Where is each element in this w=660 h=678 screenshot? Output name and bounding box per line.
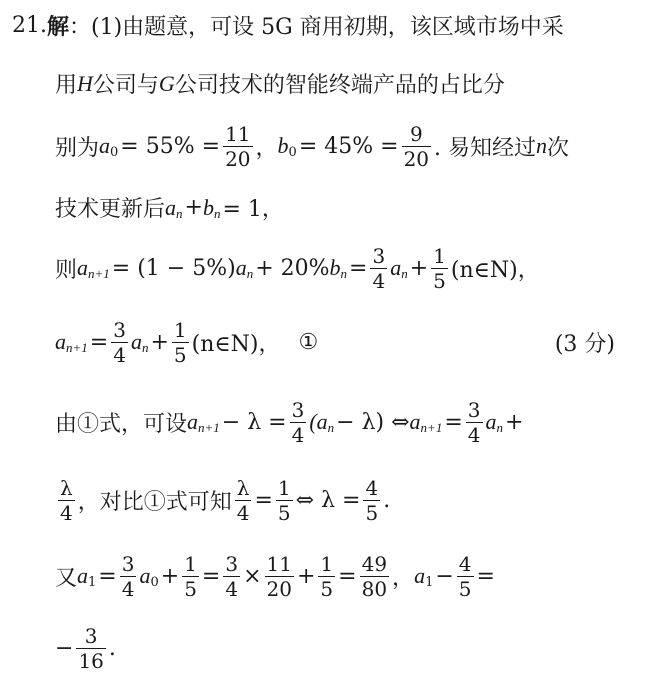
fraction-denominator: 4 bbox=[372, 268, 386, 293]
math-text: + bbox=[409, 255, 429, 281]
math-text: + 20% bbox=[255, 255, 330, 281]
fraction-numerator: 3 bbox=[121, 551, 135, 576]
equation-marker: ① bbox=[298, 329, 319, 355]
fraction bbox=[457, 552, 474, 601]
fraction-numerator: 3 bbox=[372, 243, 386, 268]
fraction-denominator: 20 bbox=[225, 146, 251, 171]
fraction-numerator: 3 bbox=[225, 551, 239, 576]
line-text: ：(1)由题意，可设 5G 商用初期，该区域市场中采 bbox=[69, 15, 564, 40]
math-text: = bbox=[254, 487, 273, 513]
math-subscript: n bbox=[213, 205, 221, 221]
fraction bbox=[111, 318, 128, 367]
fraction-denominator: 20 bbox=[266, 576, 292, 601]
math-text: − bbox=[435, 563, 454, 589]
math-var: b bbox=[329, 255, 341, 280]
line-text: 又 bbox=[55, 565, 78, 591]
company-g: G bbox=[158, 70, 175, 96]
math-subscript: n bbox=[141, 340, 149, 355]
math-var: a bbox=[130, 329, 142, 354]
fraction-denominator: 5 bbox=[173, 342, 187, 367]
fraction bbox=[265, 552, 294, 601]
math-var: a bbox=[485, 409, 497, 434]
math-subscript: n bbox=[401, 266, 408, 281]
math-text: = bbox=[98, 563, 117, 589]
fraction-numerator: 49 bbox=[361, 551, 388, 576]
fraction bbox=[58, 476, 75, 525]
fraction-numerator: 1 bbox=[173, 317, 187, 342]
fraction bbox=[235, 476, 252, 525]
fraction-denominator: 4 bbox=[60, 500, 73, 525]
math-text: − λ) ⇔ bbox=[336, 409, 410, 435]
fraction-numerator: λ bbox=[60, 475, 73, 500]
math-var: a bbox=[55, 329, 66, 354]
fraction bbox=[276, 476, 293, 525]
math-text: + bbox=[160, 563, 180, 589]
fraction bbox=[318, 552, 335, 601]
fraction-denominator: 4 bbox=[113, 342, 126, 367]
line-text: 次 bbox=[547, 135, 570, 161]
fraction-numerator: 4 bbox=[365, 475, 379, 500]
fraction-numerator: 3 bbox=[291, 397, 305, 422]
solution-line-1 bbox=[0, 10, 660, 41]
math-var: (a bbox=[309, 409, 328, 434]
fraction bbox=[76, 624, 105, 673]
math-text: + bbox=[150, 329, 169, 355]
fraction-numerator: 9 bbox=[409, 121, 423, 146]
line-text: . 易知经过 bbox=[434, 135, 537, 161]
math-text: = bbox=[201, 563, 221, 589]
math-text: . bbox=[383, 487, 391, 513]
fraction bbox=[402, 122, 431, 171]
fraction-numerator: 1 bbox=[320, 551, 334, 576]
math-var: n bbox=[536, 133, 548, 158]
math-var: a bbox=[99, 133, 111, 158]
fraction-denominator: 5 bbox=[365, 500, 379, 525]
company-h: H bbox=[77, 70, 93, 96]
math-var: a bbox=[187, 409, 199, 434]
math-var: a bbox=[409, 409, 421, 434]
fraction-denominator: 5 bbox=[458, 576, 472, 601]
fraction bbox=[120, 552, 137, 601]
math-text: + bbox=[505, 409, 524, 435]
fraction-denominator: 80 bbox=[361, 576, 388, 601]
fraction-denominator: 5 bbox=[277, 500, 291, 525]
line-text: ，对比①式可知 bbox=[77, 489, 232, 515]
fraction-denominator: 5 bbox=[320, 576, 334, 601]
math-var: a bbox=[77, 563, 89, 588]
math-text: = (1 − 5%) bbox=[111, 255, 236, 281]
fraction-numerator: 3 bbox=[467, 397, 481, 422]
math-subscript: n+1 bbox=[198, 420, 220, 435]
fraction-denominator: 5 bbox=[433, 268, 446, 293]
math-subscript: 0 bbox=[110, 144, 119, 160]
problem-number: 21. bbox=[12, 13, 47, 38]
math-var: a bbox=[139, 563, 151, 588]
line-text: 由①式，可设 bbox=[55, 411, 188, 437]
fraction-denominator: 5 bbox=[184, 576, 197, 601]
math-text: ， bbox=[255, 135, 278, 161]
fraction-numerator: 1 bbox=[184, 551, 197, 576]
fraction-numerator: 3 bbox=[113, 317, 126, 342]
solution-line-6 bbox=[0, 314, 660, 370]
math-subscript: n+1 bbox=[88, 266, 110, 281]
solution-line-5 bbox=[0, 240, 660, 296]
math-text: × bbox=[243, 563, 262, 589]
solution-line-9 bbox=[0, 548, 660, 604]
math-text: + bbox=[296, 563, 316, 589]
fraction-denominator: 4 bbox=[291, 422, 305, 447]
fraction bbox=[466, 398, 483, 447]
math-text: − bbox=[55, 635, 74, 661]
fraction-numerator: 1 bbox=[277, 475, 291, 500]
fraction bbox=[182, 552, 199, 601]
math-text: = bbox=[349, 255, 368, 281]
fraction bbox=[223, 552, 240, 601]
math-text: = bbox=[89, 329, 109, 355]
math-text: = bbox=[338, 563, 357, 589]
math-subscript: n bbox=[246, 266, 254, 281]
math-subscript: 1 bbox=[425, 574, 434, 590]
line-text: 别为 bbox=[55, 135, 100, 161]
fraction bbox=[290, 398, 307, 447]
math-subscript: n bbox=[176, 205, 183, 221]
fraction-numerator: 11 bbox=[225, 121, 251, 146]
math-text: (n∈N)， bbox=[191, 331, 281, 357]
math-text: (n∈N)， bbox=[450, 257, 540, 283]
math-text: + bbox=[184, 195, 203, 220]
solution-label: 解 bbox=[47, 14, 70, 40]
math-subscript: n bbox=[496, 420, 503, 435]
fraction-denominator: 4 bbox=[121, 576, 135, 601]
fraction-denominator: 16 bbox=[78, 648, 104, 673]
fraction-denominator: 4 bbox=[225, 576, 239, 601]
fraction-denominator: 20 bbox=[403, 146, 430, 171]
solution-line-7 bbox=[0, 394, 660, 450]
math-subscript: n+1 bbox=[66, 340, 88, 355]
fraction bbox=[360, 552, 389, 601]
math-subscript: 1 bbox=[88, 574, 97, 590]
math-subscript: n bbox=[340, 266, 348, 281]
math-var: a bbox=[390, 255, 402, 280]
line-text: 公司技术的智能终端产品的占比分 bbox=[174, 73, 505, 98]
math-subscript: n bbox=[327, 420, 335, 435]
math-var: a bbox=[414, 563, 426, 588]
line-text: 公司与 bbox=[92, 73, 159, 98]
fraction-denominator: 4 bbox=[467, 422, 481, 447]
math-text: ， bbox=[392, 565, 415, 591]
math-text: − λ = bbox=[221, 409, 287, 435]
score-note: (3 分) bbox=[554, 331, 615, 357]
fraction bbox=[431, 244, 448, 293]
solution-line-3 bbox=[0, 118, 660, 174]
math-var: a bbox=[235, 255, 247, 280]
math-subscript: 0 bbox=[288, 144, 297, 160]
math-text: ⇔ λ = bbox=[295, 487, 361, 513]
math-text: = 45% = bbox=[298, 133, 399, 159]
math-subscript: n+1 bbox=[420, 420, 443, 435]
fraction bbox=[363, 476, 380, 525]
solution-line-2 bbox=[0, 68, 660, 99]
math-var: a bbox=[77, 255, 89, 280]
fraction-numerator: 3 bbox=[84, 623, 98, 648]
fraction bbox=[172, 318, 189, 367]
solution-line-10 bbox=[0, 620, 660, 676]
fraction-numerator: λ bbox=[236, 475, 250, 500]
math-text: = 1， bbox=[222, 197, 284, 222]
line-text: 用 bbox=[55, 73, 78, 98]
math-var: a bbox=[165, 194, 177, 220]
fraction-numerator: 11 bbox=[266, 551, 292, 576]
fraction-denominator: 4 bbox=[236, 500, 250, 525]
fraction-numerator: 1 bbox=[433, 243, 446, 268]
fraction bbox=[370, 244, 387, 293]
line-text: 则 bbox=[55, 257, 78, 283]
solution-line-4 bbox=[0, 192, 660, 223]
line-text: 技术更新后 bbox=[55, 197, 166, 222]
math-subscript: 0 bbox=[150, 574, 159, 590]
math-text: = bbox=[476, 563, 495, 589]
math-var: b bbox=[277, 133, 289, 158]
math-text: = 55% = bbox=[120, 133, 221, 159]
fraction-numerator: 4 bbox=[458, 551, 472, 576]
solution-line-8 bbox=[0, 472, 660, 528]
math-text: . bbox=[108, 635, 116, 661]
math-var: b bbox=[202, 194, 214, 220]
fraction bbox=[223, 122, 252, 171]
math-text: = bbox=[444, 409, 463, 435]
